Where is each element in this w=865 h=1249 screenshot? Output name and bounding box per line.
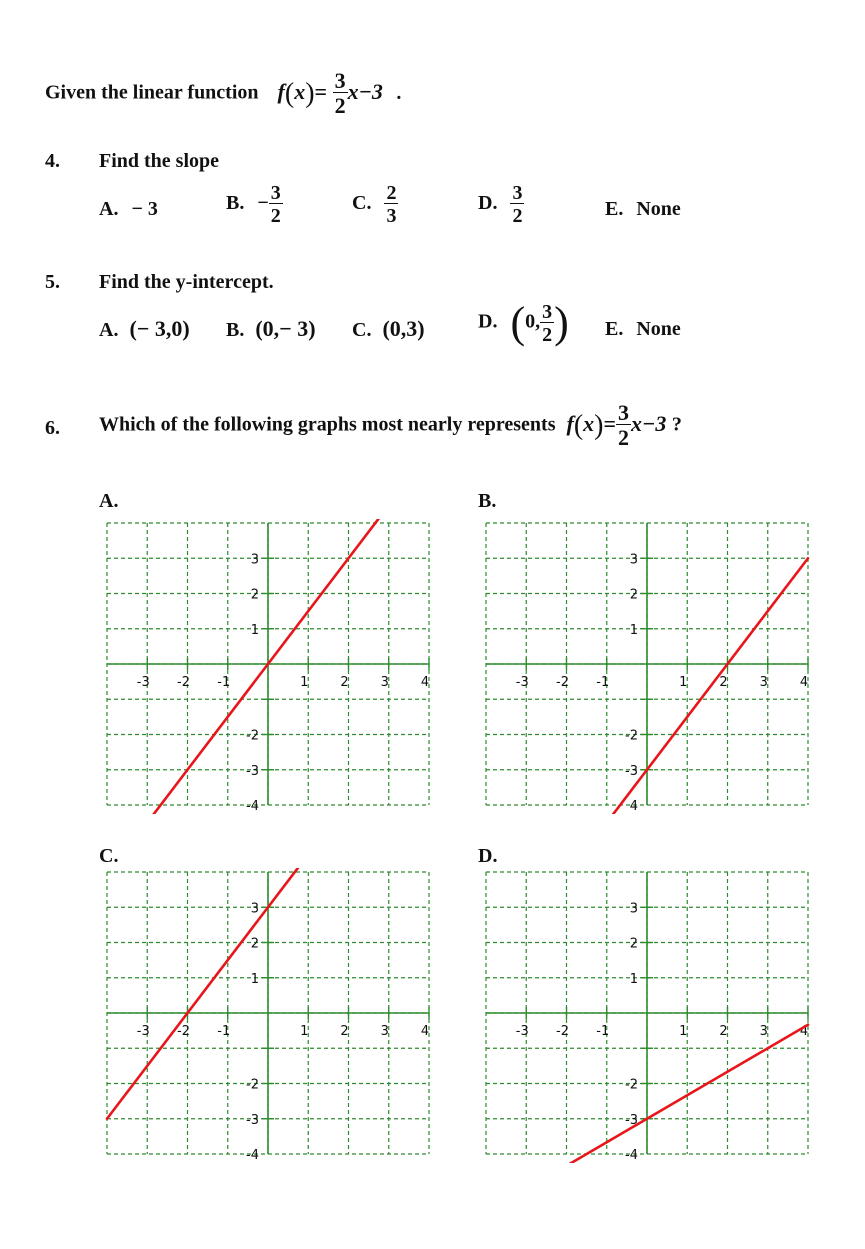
intro-line: [45, 70, 401, 117]
q4-option-a[interactable]: A. − 3: [99, 198, 158, 220]
fn-tail: x−3: [347, 78, 383, 104]
slope-fraction: $\frac{3}{2}$: [334, 68, 346, 118]
graph-line: [569, 1025, 808, 1163]
y-tick-label: -3: [246, 1112, 259, 1128]
y-tick-label: 3: [250, 552, 259, 568]
graph-b[interactable]: [484, 519, 810, 814]
intro-text: Given the linear function: [45, 81, 259, 104]
x-tick-label: 3: [759, 675, 768, 690]
q5-option-b[interactable]: B. (0,− 3): [226, 316, 316, 341]
q4-number: 4.: [45, 150, 60, 172]
q5-number: 5.: [45, 271, 60, 293]
x-tick-label: -1: [596, 675, 610, 690]
y-tick-label: -2: [246, 1077, 259, 1093]
q5-option-d[interactable]: D. (0, $\frac{3}{2}$ ): [478, 298, 569, 347]
q4-option-b[interactable]: B. − $\frac{3}{2}$: [226, 182, 281, 227]
x-tick-label: -2: [177, 1024, 190, 1039]
x-tick-label: -1: [596, 1024, 610, 1039]
y-tick-label: 2: [629, 587, 638, 603]
graph-label-b[interactable]: B.: [478, 490, 497, 512]
y-tick-label: -4: [625, 1148, 638, 1163]
x-tick-label: 1: [300, 675, 309, 690]
y-tick-label: 1: [629, 622, 638, 638]
x-tick-label: -2: [556, 1024, 569, 1039]
x-tick-label: 3: [759, 1024, 768, 1039]
x-tick-label: 1: [679, 1024, 688, 1039]
intro-period: .: [396, 81, 402, 104]
y-tick-label: 3: [250, 901, 259, 917]
x-tick-label: 3: [380, 675, 389, 690]
q6-function: f(x)= $\frac{3}{2}$ x−3: [566, 400, 667, 450]
q6-prompt-line: [99, 402, 682, 449]
x-tick-label: -3: [515, 675, 529, 690]
q6-question-mark: ?: [671, 413, 682, 436]
x-tick-label: -3: [136, 1024, 150, 1039]
x-tick-label: 2: [719, 675, 728, 690]
x-tick-label: -3: [136, 675, 150, 690]
graph-label-d[interactable]: D.: [478, 845, 498, 867]
y-tick-label: -3: [625, 1112, 638, 1128]
y-tick-label: 2: [629, 936, 638, 952]
graph-c[interactable]: [105, 868, 431, 1163]
q4-option-c[interactable]: C. $\frac{2}{3}$: [352, 182, 397, 227]
x-tick-label: 4: [420, 1024, 430, 1039]
x-tick-label: -3: [515, 1024, 529, 1039]
y-tick-label: -4: [246, 1148, 259, 1163]
q5-option-a[interactable]: A. (− 3,0): [99, 316, 190, 341]
q5-prompt: Find the y-intercept.: [99, 271, 274, 293]
x-tick-label: 3: [380, 1024, 389, 1039]
x-tick-label: 2: [719, 1024, 728, 1039]
fn-var: x: [294, 78, 306, 104]
q5-option-e[interactable]: E. None: [605, 318, 681, 340]
y-tick-label: 1: [250, 971, 259, 987]
intro-function: f(x)= $\frac{3}{2}$ x−3: [277, 68, 383, 118]
fn-name: f: [277, 78, 285, 104]
y-tick-label: -2: [246, 728, 259, 744]
q4-prompt: Find the slope: [99, 150, 220, 172]
graph-label-a[interactable]: A.: [99, 490, 119, 512]
x-tick-label: -1: [217, 675, 231, 690]
graph-line: [612, 558, 808, 814]
y-tick-label: -3: [246, 763, 259, 779]
y-tick-label: 2: [250, 587, 259, 603]
q5-option-c[interactable]: C. (0,3): [352, 316, 425, 341]
x-tick-label: -2: [556, 675, 569, 690]
y-tick-label: 3: [629, 552, 638, 568]
x-tick-label: -2: [177, 675, 190, 690]
y-tick-label: 1: [629, 971, 638, 987]
y-tick-label: -2: [625, 1077, 638, 1093]
x-tick-label: 4: [799, 1024, 809, 1039]
q6-prompt: Which of the following graphs most nearly represents: [99, 413, 556, 436]
x-tick-label: 1: [679, 675, 688, 690]
x-tick-label: 1: [300, 1024, 309, 1039]
x-tick-label: 2: [340, 675, 349, 690]
x-tick-label: 4: [420, 675, 430, 690]
y-tick-label: 2: [250, 936, 259, 952]
q6-number: 6.: [45, 417, 60, 439]
q4-option-d[interactable]: D. $\frac{3}{2}$: [478, 182, 523, 227]
y-tick-label: 1: [250, 622, 259, 638]
y-tick-label: -3: [625, 763, 638, 779]
fn-eq: =: [314, 78, 328, 104]
y-tick-label: -4: [246, 799, 259, 814]
x-tick-label: -1: [217, 1024, 231, 1039]
q4-option-e[interactable]: E. None: [605, 198, 681, 220]
graph-a[interactable]: [105, 519, 431, 814]
y-tick-label: 3: [629, 901, 638, 917]
graph-line: [107, 868, 303, 1119]
x-tick-label: 4: [799, 675, 809, 690]
y-tick-label: 4: [629, 799, 638, 814]
x-tick-label: 2: [340, 1024, 349, 1039]
y-tick-label: -2: [625, 728, 638, 744]
graph-d[interactable]: [484, 868, 810, 1163]
graph-label-c[interactable]: C.: [99, 845, 119, 867]
